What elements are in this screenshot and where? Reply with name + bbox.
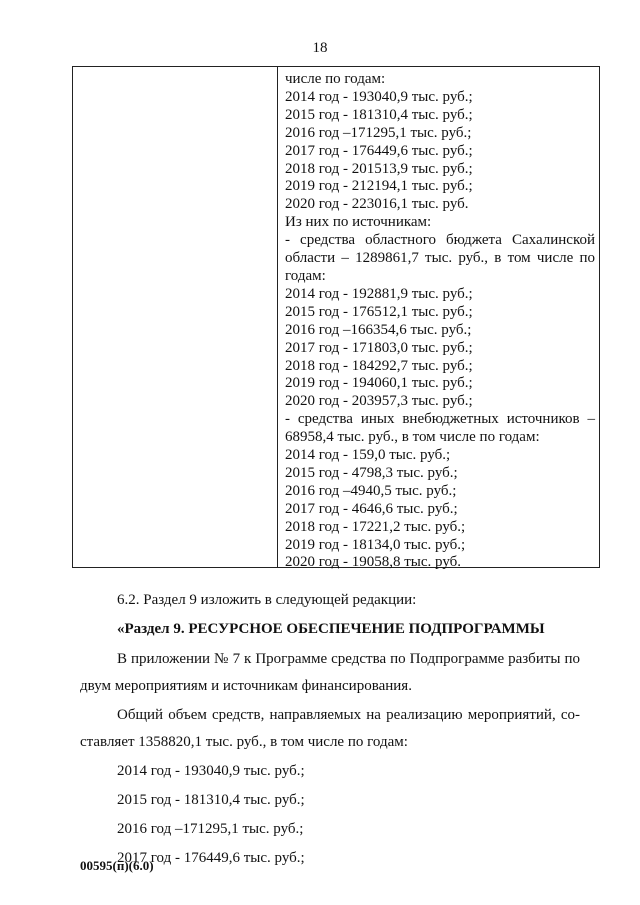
budget-table	[72, 66, 600, 571]
instruction-line: 6.2. Раздел 9 изложить в следующей редакции:	[117, 592, 417, 608]
table-cell-line: 2015 год - 4798,3 тыс. руб.;	[285, 464, 458, 481]
table-cell-line: 68958,4 тыс. руб., в том числе по годам:	[285, 429, 540, 446]
table-cell-line: Из них по источникам:	[285, 214, 432, 231]
table-cell-line: области – 1289861,7 тыс. руб., в том числе по	[285, 250, 595, 267]
table-cell-line: 2014 год - 193040,9 тыс. руб.;	[285, 88, 473, 105]
year-line: 2014 год - 193040,9 тыс. руб.;	[117, 763, 305, 779]
section-heading: «Раздел 9. РЕСУРСНОЕ ОБЕСПЕЧЕНИЕ ПОДПРОГРАММЫ	[117, 621, 545, 637]
year-line: 2017 год - 176449,6 тыс. руб.;	[117, 850, 305, 866]
page-number: 18	[312, 40, 328, 56]
table-cell-line: 2017 год - 171803,0 тыс. руб.;	[285, 339, 473, 356]
table-cell-line: 2014 год - 159,0 тыс. руб.;	[285, 447, 451, 464]
table-cell-line: - средства областного бюджета Сахалинской	[285, 232, 595, 249]
table-cell-line: 2020 год - 19058,8 тыс. руб.	[285, 554, 462, 571]
table-cell-line: 2017 год - 176449,6 тыс. руб.;	[285, 142, 473, 159]
paragraph-line: ставляет 1358820,1 тыс. руб., в том числе по годам:	[80, 734, 408, 750]
year-line: 2015 год - 181310,4 тыс. руб.;	[117, 792, 305, 808]
table-cell-line: 2018 год - 17221,2 тыс. руб.;	[285, 518, 466, 535]
table-left-cell	[73, 67, 278, 567]
table-cell-line: 2019 год - 18134,0 тыс. руб.;	[285, 536, 466, 553]
paragraph-line: двум мероприятиям и источникам финансирования.	[80, 678, 412, 694]
table-cell-line: 2015 год - 181310,4 тыс. руб.;	[285, 106, 473, 123]
table-cell-line: 2016 год –4940,5 тыс. руб.;	[285, 482, 457, 499]
table-cell-line: 2016 год –171295,1 тыс. руб.;	[285, 124, 472, 141]
table-cell-line: 2020 год - 223016,1 тыс. руб.	[285, 196, 469, 213]
table-cell-line: 2018 год - 184292,7 тыс. руб.;	[285, 357, 473, 374]
table-cell-line: 2015 год - 176512,1 тыс. руб.;	[285, 303, 473, 320]
table-cell-line: 2018 год - 201513,9 тыс. руб.;	[285, 160, 473, 177]
year-line: 2016 год –171295,1 тыс. руб.;	[117, 821, 304, 837]
document-code: 00595(п)(6.0)	[80, 858, 154, 873]
table-cell-line: 2019 год - 194060,1 тыс. руб.;	[285, 375, 473, 392]
table-cell-line: 2020 год - 203957,3 тыс. руб.;	[285, 393, 473, 410]
table-cell-line: числе по годам:	[285, 71, 386, 87]
table-cell-line: 2016 год –166354,6 тыс. руб.;	[285, 321, 472, 338]
table-cell-line: 2019 год - 212194,1 тыс. руб.;	[285, 178, 473, 195]
table-right-cell	[279, 67, 599, 571]
table-cell-line: - средства иных внебюджетных источников –	[285, 411, 595, 428]
table-cell-line: 2014 год - 192881,9 тыс. руб.;	[285, 285, 473, 302]
paragraph-line: В приложении № 7 к Программе средства по Подпрограмме разбиты по	[117, 651, 580, 667]
paragraph-line: Общий объем средств, направляемых на реализацию мероприятий, со-	[117, 707, 580, 723]
table-cell-line: 2017 год - 4646,6 тыс. руб.;	[285, 500, 458, 517]
table-cell-line: годам:	[285, 267, 326, 284]
